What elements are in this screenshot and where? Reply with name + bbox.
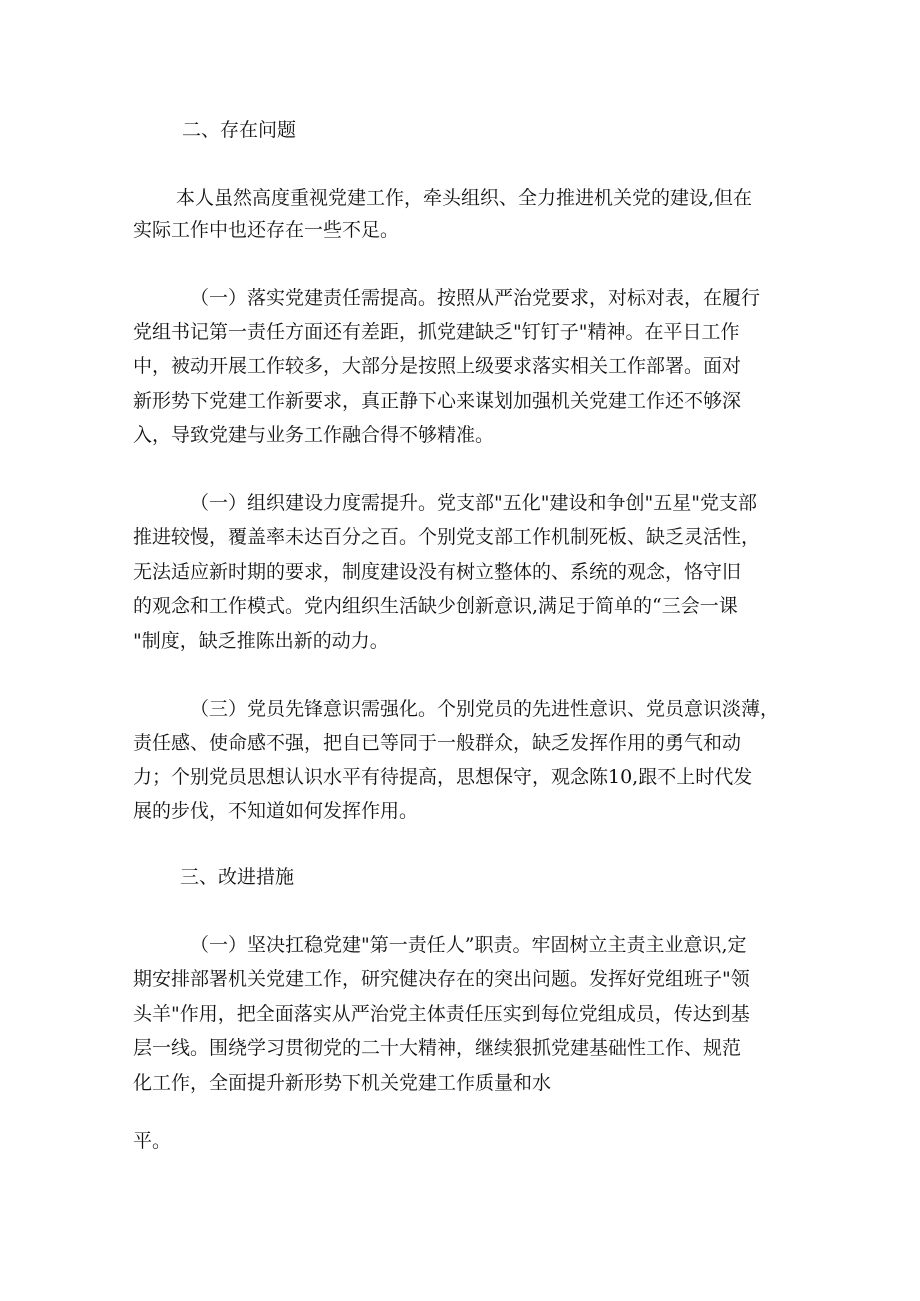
paragraph-line: 层一线。围绕学习贯彻党的二十大精神，继续狠抓党建基础性工作、规范 [133, 1037, 742, 1059]
section-heading-problems: 二、存在问题 [182, 119, 297, 141]
paragraph-line: 展的步伐，不知道如何发挥作用。 [133, 800, 419, 822]
paragraph-line: 中，被动开展工作较多，大部分是按照上级要求落实相关工作部署。面对 [133, 355, 742, 377]
section-heading-measures: 三、改进措施 [180, 866, 295, 888]
paragraph-line: 党组书记第一责任方面还有差距，抓党建缺乏"钉钉子"精神。在平日工作 [133, 321, 740, 343]
paragraph-line: 实际工作中也还存在一些不足。 [133, 219, 400, 241]
paragraph-line: 头羊"作用，把全面落实从严治党主体责任压实到每位党组成员，传达到基 [133, 1003, 750, 1025]
paragraph-line: 的观念和工作模式。党内组织生活缺少创新意识,满足于简单的“三会一课 [133, 595, 738, 617]
paragraph-line: "制度，缺乏推陈出新的动力。 [133, 630, 389, 652]
paragraph-line: （一）落实党建责任需提高。按照从严治党要求，对标对表，在履行 [190, 287, 761, 309]
paragraph-line: 推进较慢，覆盖率未达百分之百。个别党支部工作机制死板、缺乏灵活性， [133, 526, 761, 548]
paragraph-line: 本人虽然高度重视党建工作，牵头组织、全力推进机关党的建设,但在 [176, 187, 753, 209]
paragraph-line: 新形势下党建工作新要求，真正静下心来谋划加强机关党建工作还不够深 [133, 390, 742, 412]
paragraph-line: （一）组织建设力度需提升。党支部"五化"建设和争创"五星"党支部 [190, 492, 757, 514]
paragraph-line: 力；个别党员思想认识水平有待提高，思想保守，观念陈10,跟不上时代发 [133, 766, 753, 788]
paragraph-line: （三）党员先锋意识需强化。个别党员的先进性意识、党员意识淡薄， [190, 698, 780, 720]
paragraph-line: 化工作，全面提升新形势下机关党建工作质量和水 [133, 1072, 552, 1094]
paragraph-line: （一）坚决扛稳党建"第一责任人”职责。牢固树立主责主业意识,定 [190, 934, 747, 956]
paragraph-line: 责任感、使命感不强，把自已等同于一般群众，缺乏发挥作用的勇气和动 [133, 732, 742, 754]
paragraph-line: 期安排部署机关党建工作，研究健决存在的突出问题。发挥好党组班子"领 [133, 968, 750, 990]
trailing-text: 平。 [133, 1130, 172, 1152]
paragraph-line: 入，导致党建与业务工作融合得不够精准。 [133, 424, 495, 446]
paragraph-line: 无法适应新时期的要求，制度建设没有树立整体的、系统的观念，恪守旧 [133, 561, 742, 583]
